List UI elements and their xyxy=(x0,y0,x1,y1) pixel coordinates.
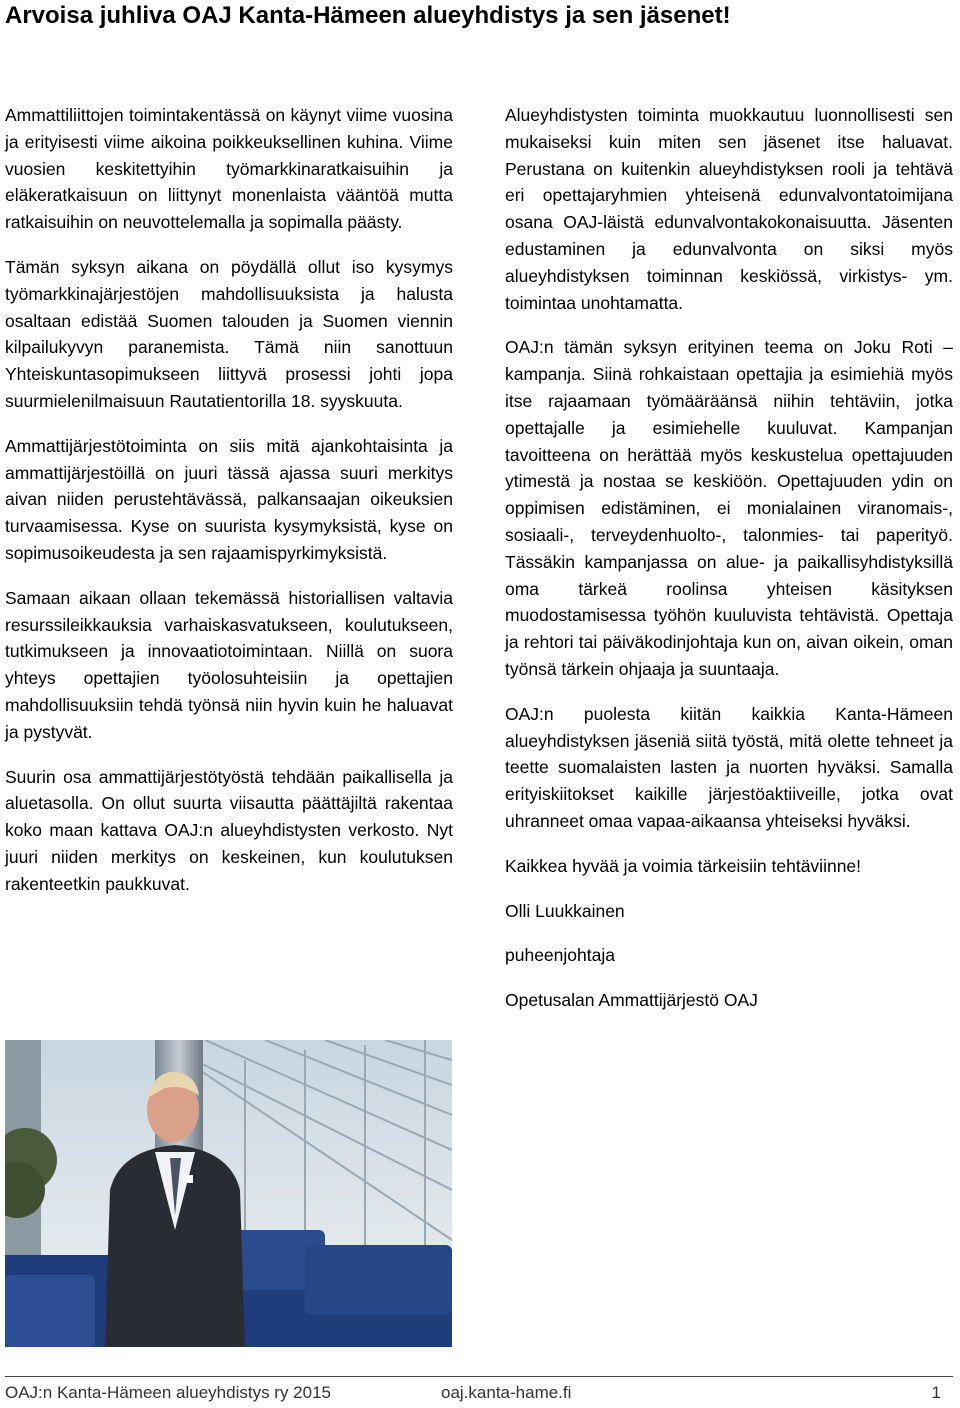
paragraph: Samaan aikaan ollaan tekemässä historiallisen valtavia resurssileikkauksia varhaiskasvatukseen, koulutukseen, tutkimukseen ja innovaatiotoimintaan. Niillä on suora yhteys opettajien työolosuhteisiin ja opettajien mahdollisuuksiin tehdä työnsä niin hyvin kuin he haluavat ja pystyvät. xyxy=(5,587,453,742)
footer-divider xyxy=(5,1376,953,1377)
page-number: 1 xyxy=(931,1383,941,1402)
paragraph: OAJ:n puolesta kiitän kaikkia Kanta-Hämeen alueyhdistyksen jäseniä siitä työstä, mitä olette tehneet ja teette suomalaisten lasten ja nuorten hyväksi. Samalla erityiskiitokset kaikille järjestöaktiiveille, jotka ovat uhranneet omaa vapaa-aikaansa yhteiseksi hyväksi. xyxy=(505,703,953,831)
left-column xyxy=(5,102,453,916)
paragraph: Alueyhdistysten toiminta muokkautuu luonnollisesti sen mukaiseksi kuin miten sen jäsenet itse haluavat. Perustana on kuitenkin alueyhdistyksen rooli ja tehtävä eri opettajaryhmien yhteisenä edunvalvontatoimijana osana OAJ-läistä edunvalvontakokonaisuutta. Jäsenten edustaminen ja edunvalvonta on siksi myös alueyhdistyksen toiminnan keskiössä, virkistys- ym. toimintaa unohtamatta. xyxy=(505,105,953,313)
page-title: Arvoisa juhliva OAJ Kanta-Hämeen alueyhdistys ja sen jäsenet! xyxy=(5,2,731,29)
paragraph: Ammattijärjestötoiminta on siis mitä ajankohtaisinta ja ammattijärjestöillä on juuri tässä ajassa suuri merkitys aivan niiden perustehtävässä, palkansaajan oikeuksien turvaamisessa. Kyse on suurista kysymyksistä, kyse on sopimusoikeudesta ja sen rajaamispyrkimyksistä. xyxy=(5,435,453,563)
footer-organization: OAJ:n Kanta-Hämeen alueyhdistys ry 2015 xyxy=(5,1383,332,1402)
signature-organization: Opetusalan Ammattijärjestö OAJ xyxy=(505,990,758,1011)
footer-website[interactable]: oaj.kanta-hame.fi xyxy=(441,1383,572,1402)
paragraph: Tämän syksyn aikana on pöydällä ollut iso kysymys työmarkkinajärjestöjen mahdollisuuksista ja halusta osaltaan edistää Suomen talouden ja Suomen viennin kilpailukyvyn paranemista. Tämä niin sanottuun Yhteiskuntasopimukseen liittyvä prosessi johti jopa suurmielenilmaisuun Rautatientorilla 18. syyskuuta. xyxy=(5,256,453,411)
portrait-photo xyxy=(5,1040,452,1347)
signature-block xyxy=(505,898,953,1014)
closing-line: Kaikkea hyvää ja voimia tärkeisiin tehtäviinne! xyxy=(505,855,862,876)
paragraph: Suurin osa ammattijärjestötyöstä tehdään paikallisella ja aluetasolla. On ollut suurta viisautta päättäjiltä rakentaa koko maan kattava OAJ:n alueyhdistysten verkosto. Nyt juuri niiden merkitys on keskeinen, kun koulutuksen rakenteetkin paukkuvat. xyxy=(5,766,453,894)
paragraph: Ammattiliittojen toimintakentässä on käynyt viime vuosina ja erityisesti viime aikoina poikkeuksellinen kuhina. Viime vuosien keskitettyihin työmarkkinaratkaisuihin ja eläkeratkaisuun on liittynyt monenlaista vääntöä mutta ratkaisuihin on neuvottelemalla ja sopimalla päästy. xyxy=(5,105,453,233)
signature-name: Olli Luukkainen xyxy=(505,900,625,921)
right-column xyxy=(505,102,953,1032)
paragraph: OAJ:n tämän syksyn erityinen teema on Joku Roti –kampanja. Siinä rohkaistaan opettajia ja esimiehiä myös itse rajaamaan työmääräänsä niihin tehtäviin, jotka opettajalle ja esimiehelle kuuluvat. Kampanjan tavoitteena on herättää myös keskustelua opettajuuden ytimestä ja nostaa se keskiöön. Opettajuuden ydin on oppimisen edistäminen, ei monialainen viranomais-, sosiaali-, terveydenhuolto-, talonmies- tai paperityö. Tässäkin kampanjassa on alue- ja paikallisyhdistyksillä oma tärkeä roolinsa yhteisen käsityksen muodostamisessa työhön kuuluvista tehtävistä. Opettaja ja rehtori tai päiväkodinjohtaja kun on, aivan oikein, oman työnsä tärkein ohjaaja ja suuntaaja. xyxy=(505,337,953,679)
signature-role: puheenjohtaja xyxy=(505,945,615,966)
